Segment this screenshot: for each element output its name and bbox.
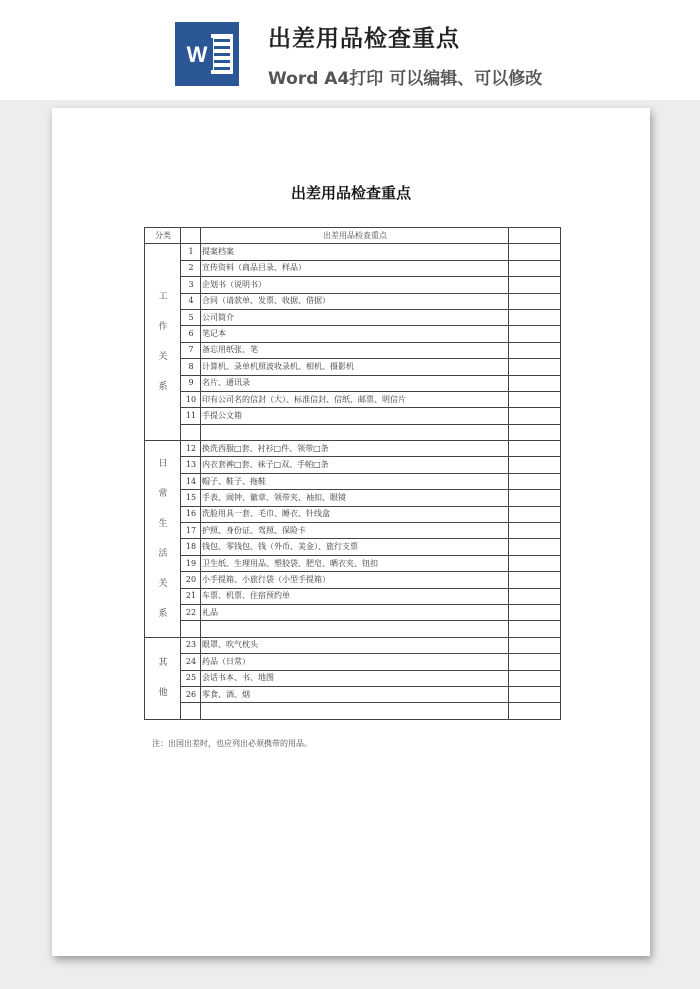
item-text: 内衣套裤□套、袜子□双、手帕□条 [201, 457, 509, 473]
item-text: 手表、闹钟、徽章、领带夹、袖扣、眼镜 [201, 490, 509, 506]
page-header [0, 0, 700, 100]
category-char: 作 [158, 322, 168, 333]
page-title: 出差用品检查重点 [268, 26, 460, 52]
item-text: 车票、机票、住宿预约单 [201, 588, 509, 604]
item-text: 小手提箱、小旅行袋（小型手提箱） [201, 572, 509, 588]
header-check [509, 228, 561, 244]
check-cell[interactable] [509, 359, 561, 375]
table-row [145, 441, 561, 457]
table-row [145, 293, 561, 309]
check-cell[interactable] [509, 342, 561, 358]
check-cell[interactable] [509, 326, 561, 342]
item-text: 计算机、录单机照波收录机、相机、摄影机 [201, 359, 509, 375]
table-row [145, 670, 561, 686]
check-cell[interactable] [509, 670, 561, 686]
item-text: 合同（请款单、发票、收据、借据） [201, 293, 509, 309]
item-number: 6 [181, 326, 201, 342]
item-number: 14 [181, 473, 201, 489]
check-cell[interactable] [509, 604, 561, 620]
check-cell[interactable] [509, 621, 561, 637]
table-row [145, 326, 561, 342]
item-text: 名片、通讯录 [201, 375, 509, 391]
footnote: 注：出国出差时，也应列出必须携带的用品。 [152, 739, 312, 748]
table-row [145, 572, 561, 588]
item-number: 26 [181, 686, 201, 702]
item-number [181, 424, 201, 440]
check-cell[interactable] [509, 260, 561, 276]
table-row [145, 523, 561, 539]
table-row [145, 637, 561, 653]
item-number: 3 [181, 277, 201, 293]
item-text [201, 424, 509, 440]
check-cell[interactable] [509, 539, 561, 555]
table-row [145, 539, 561, 555]
item-number: 2 [181, 260, 201, 276]
item-text: 宣传资料（商品目录、样品） [201, 260, 509, 276]
header-items: 出差用品检查重点 [201, 228, 509, 244]
category-cell [145, 244, 181, 441]
item-number: 1 [181, 244, 201, 260]
item-text: 药品（日常） [201, 654, 509, 670]
item-number: 9 [181, 375, 201, 391]
item-number: 20 [181, 572, 201, 588]
check-cell[interactable] [509, 686, 561, 702]
check-cell[interactable] [509, 441, 561, 457]
table-row [145, 490, 561, 506]
item-number: 25 [181, 670, 201, 686]
item-text: 笔记本 [201, 326, 509, 342]
table-row [145, 457, 561, 473]
table-row [145, 703, 561, 719]
table-row [145, 621, 561, 637]
check-cell[interactable] [509, 277, 561, 293]
category-char: 其 [158, 658, 168, 669]
category-char: 关 [158, 578, 168, 589]
check-cell[interactable] [509, 375, 561, 391]
item-number: 16 [181, 506, 201, 522]
table-row [145, 244, 561, 260]
item-text: 零食、酒、烟 [201, 686, 509, 702]
table-body [145, 244, 561, 719]
item-text: 眼罩、吹气枕头 [201, 637, 509, 653]
check-cell[interactable] [509, 572, 561, 588]
item-text: 护照、身份证、驾照、保险卡 [201, 523, 509, 539]
item-number [181, 703, 201, 719]
item-number: 10 [181, 391, 201, 407]
check-cell[interactable] [509, 637, 561, 653]
item-number: 13 [181, 457, 201, 473]
item-number: 19 [181, 555, 201, 571]
category-char: 生 [158, 518, 168, 529]
category-char: 工 [158, 292, 168, 303]
table-row [145, 359, 561, 375]
table-row [145, 391, 561, 407]
item-text: 礼品 [201, 604, 509, 620]
category-char: 常 [158, 488, 168, 499]
table-row [145, 473, 561, 489]
document-page [52, 108, 650, 956]
item-text: 卫生纸、生理用品、塑胶袋、肥皂、晒衣夹、钮扣 [201, 555, 509, 571]
item-number: 7 [181, 342, 201, 358]
check-cell[interactable] [509, 490, 561, 506]
table-row [145, 309, 561, 325]
item-text [201, 703, 509, 719]
word-icon-letter: W [186, 42, 208, 67]
item-text: 会话书本、书、地图 [201, 670, 509, 686]
category-char: 系 [158, 608, 168, 619]
table-row [145, 260, 561, 276]
category-char: 活 [158, 548, 168, 559]
table-row [145, 506, 561, 522]
item-text: 钱包、零钱包、钱（外币、美金）、旅行支票 [201, 539, 509, 555]
table-row [145, 408, 561, 424]
item-text: 帽子、鞋子、拖鞋 [201, 473, 509, 489]
check-cell[interactable] [509, 506, 561, 522]
item-text: 提案档案 [201, 244, 509, 260]
category-char: 日 [158, 458, 168, 469]
item-number: 11 [181, 408, 201, 424]
preview-area [0, 100, 700, 989]
table-row [145, 277, 561, 293]
item-number: 23 [181, 637, 201, 653]
check-cell[interactable] [509, 457, 561, 473]
item-number [181, 621, 201, 637]
check-cell[interactable] [509, 473, 561, 489]
item-text: 印有公司名的信封（大）、标准信封、信纸、邮票、明信片 [201, 391, 509, 407]
check-cell[interactable] [509, 244, 561, 260]
header-number [181, 228, 201, 244]
item-number: 4 [181, 293, 201, 309]
item-text: 手提公文箱 [201, 408, 509, 424]
check-cell[interactable] [509, 293, 561, 309]
table-row [145, 604, 561, 620]
item-number: 12 [181, 441, 201, 457]
category-cell [145, 637, 181, 719]
item-text: 备忘用纸张、笔 [201, 342, 509, 358]
table-row [145, 375, 561, 391]
check-cell[interactable] [509, 424, 561, 440]
check-cell[interactable] [509, 523, 561, 539]
check-cell[interactable] [509, 555, 561, 571]
check-cell[interactable] [509, 408, 561, 424]
item-number: 8 [181, 359, 201, 375]
category-char: 关 [158, 352, 168, 363]
category-cell [145, 441, 181, 638]
check-cell[interactable] [509, 654, 561, 670]
item-number: 17 [181, 523, 201, 539]
table-row [145, 424, 561, 440]
item-text [201, 621, 509, 637]
checklist-table [144, 227, 561, 720]
item-text: 企划书（说明书） [201, 277, 509, 293]
table-row [145, 555, 561, 571]
page-subtitle: Word A4打印 可以编辑、可以修改 [268, 69, 543, 89]
table-row [145, 686, 561, 702]
item-text: 公司简介 [201, 309, 509, 325]
check-cell[interactable] [509, 309, 561, 325]
header-category: 分类 [145, 228, 181, 244]
check-cell[interactable] [509, 391, 561, 407]
check-cell[interactable] [509, 588, 561, 604]
item-number: 21 [181, 588, 201, 604]
word-document-icon [175, 22, 239, 86]
table-row [145, 588, 561, 604]
item-number: 24 [181, 654, 201, 670]
category-char: 他 [158, 688, 168, 699]
table-header-row [145, 228, 561, 244]
check-cell[interactable] [509, 703, 561, 719]
item-number: 5 [181, 309, 201, 325]
item-number: 15 [181, 490, 201, 506]
category-char: 系 [158, 382, 168, 393]
table-row [145, 654, 561, 670]
table-row [145, 342, 561, 358]
item-text: 换洗西服□套、衬衫□件、领带□条 [201, 441, 509, 457]
item-text: 洗脸用具一套、毛巾、睡衣、针线盒 [201, 506, 509, 522]
item-number: 22 [181, 604, 201, 620]
document-title: 出差用品检查重点 [290, 184, 411, 202]
item-number: 18 [181, 539, 201, 555]
